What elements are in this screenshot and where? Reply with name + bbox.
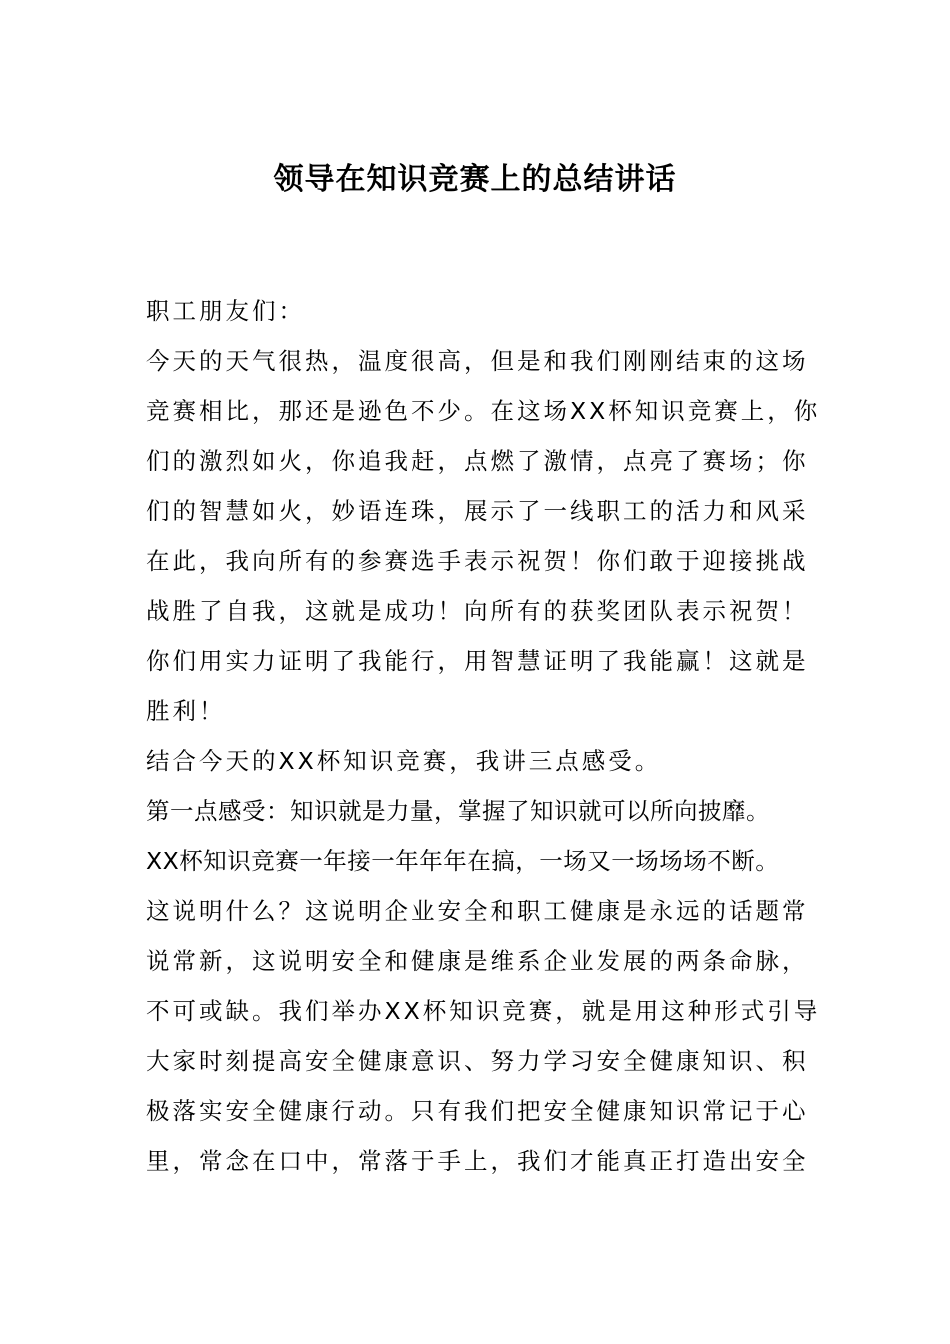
text-line: 胜利！ [146,697,226,725]
document-body [146,286,846,1186]
text-line: 里，常念在口中，常落于手上，我们才能真正打造出安全 [146,1147,809,1175]
text-line: 极落实安全健康行动。只有我们把安全健康知识常记于心 [146,1097,809,1125]
text-line: XX杯知识竞赛一年接一年年年在搞，一场又一场场场不断。 [146,847,780,875]
text-line: 第一点感受：知识就是力量，掌握了知识就可以所向披靡。 [146,797,770,825]
text-line: 结合今天的XX杯知识竞赛，我讲三点感受。 [146,747,662,775]
text-line: 职工朋友们： [146,297,305,325]
text-line: 这说明什么？这说明企业安全和职工健康是永远的话题常 [146,897,809,925]
text-line: 竞赛相比，那还是逊色不少。在这场XX杯知识竞赛上，你 [146,397,821,425]
text-line: 们的激烈如火，你追我赶，点燃了激情，点亮了赛场；你 [146,447,809,475]
text-line: 在此，我向所有的参赛选手表示祝贺！你们敢于迎接挑战 [146,547,809,575]
text-line: 今天的天气很热，温度很高，但是和我们刚刚结束的这场 [146,347,809,375]
text-line: 不可或缺。我们举办XX杯知识竞赛，就是用这种形式引导 [146,997,821,1025]
document-title: 领导在知识竞赛上的总结讲话 [273,162,677,197]
text-line: 说常新，这说明安全和健康是维系企业发展的两条命脉， [146,947,809,975]
text-line: 战胜了自我，这就是成功！向所有的获奖团队表示祝贺！ [146,597,809,625]
text-line: 你们用实力证明了我能行，用智慧证明了我能赢！这就是 [146,647,809,675]
text-line: 们的智慧如火，妙语连珠，展示了一线职工的活力和风采 [146,497,809,525]
text-line: 大家时刻提高安全健康意识、努力学习安全健康知识、积 [146,1047,809,1075]
